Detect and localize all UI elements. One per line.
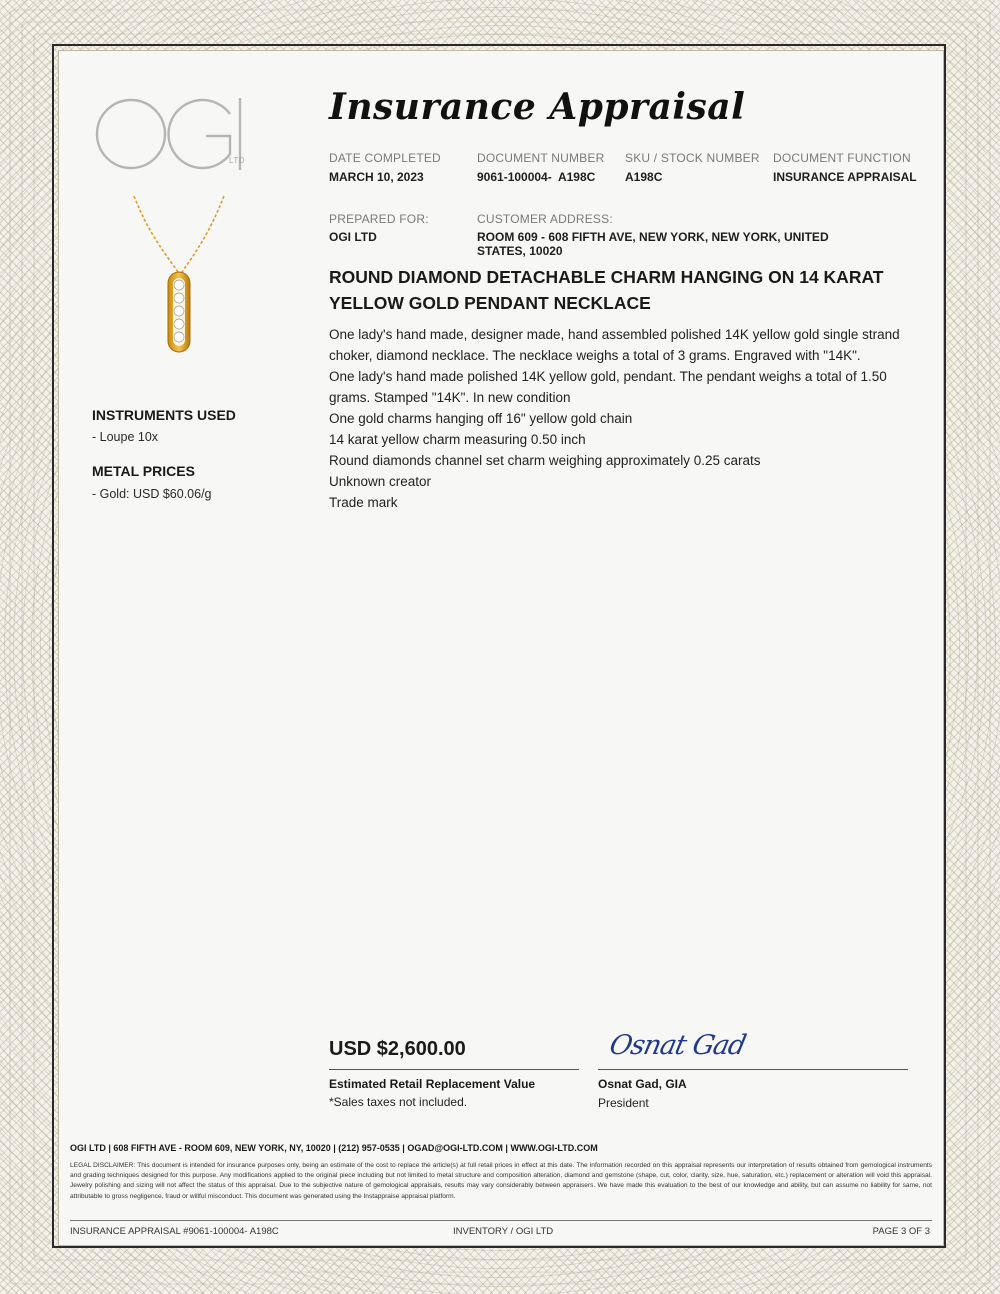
document-function-label: DOCUMENT FUNCTION (773, 151, 911, 165)
date-completed-value: MARCH 10, 2023 (329, 170, 424, 184)
footer-contact: OGI LTD | 608 FIFTH AVE - ROOM 609, NEW YORK, NY, 10020 | (212) 957-0535 | OGAD@OGI-LTD.COM | WWW.OGI-LTD.COM (70, 1143, 598, 1153)
document-number-value: 9061-100004- A198C (477, 170, 596, 184)
footer-page-number: PAGE 3 OF 3 (872, 1226, 930, 1237)
instruments-heading: INSTRUMENTS USED (92, 407, 236, 423)
description-line: Trade mark (329, 495, 398, 510)
footer-document-id: INSURANCE APPRAISAL #9061-100004- A198C (70, 1226, 279, 1237)
description-line: Unknown creator (329, 474, 432, 489)
document-number-label: DOCUMENT NUMBER (477, 151, 605, 165)
footer-inventory: INVENTORY / OGI LTD (453, 1226, 554, 1237)
signature-divider (598, 1069, 908, 1070)
item-heading-line2: YELLOW GOLD PENDANT NECKLACE (329, 293, 651, 313)
tax-note: *Sales taxes not included. (329, 1095, 468, 1109)
date-completed-label: DATE COMPLETED (329, 151, 441, 165)
description-line: Round diamonds channel set charm weighing approximately 0.25 carats (329, 453, 761, 468)
prepared-for-label: PREPARED FOR: (329, 212, 429, 226)
customer-address-line2: STATES, 10020 (477, 244, 563, 258)
value-label: Estimated Retail Replacement Value (329, 1077, 536, 1091)
customer-address-label: CUSTOMER ADDRESS: (477, 212, 613, 226)
item-description (329, 324, 909, 513)
replacement-value: USD $2,600.00 (329, 1038, 466, 1060)
pendant-photo (118, 192, 240, 358)
metal-prices-value: - Gold: USD $60.06/g (92, 487, 212, 501)
logo-sub: LTD (229, 156, 246, 165)
description-line: 14 karat yellow charm measuring 0.50 inch (329, 432, 586, 447)
legal-disclaimer: LEGAL DISCLAIMER: This document is intended for insurance purposes only, being an estimate of the cost to replace the article(s) at full retail prices in effect at this date. The information recorded on this appraisal represents our interpretation of results obtained from gemological instruments and grading techniques designed for this purpose. Any modifications applied to the original piece including but not limited to metal structure and composition alteration, diamond and gemstone (shape, cut, color, clarity, size, hue, saturation, etc.) replacement or alteration will void this appraisal. Jewelry polishing and sizing will not affect the status of this appraisal. Due to the subjective nature of gemological appraisals, results may vary considerably between appraisers. We have made this evaluation to the best of our knowledge and ability, but can assume no liability for same, not attributable to gross negligence, fraud or willful misconduct. This document was generated using the Instappraise appraisal platform. (70, 1162, 932, 1200)
description-line: One lady's hand made, designer made, hand assembled polished 14K yellow gold single strand choker, diamond necklace. The necklace weighs a total of 3 grams. Engraved with "14K". (329, 327, 900, 363)
sku-label: SKU / STOCK NUMBER (625, 151, 760, 165)
document-title: Insurance Appraisal (329, 86, 746, 128)
document-function-value: INSURANCE APPRAISAL (773, 170, 917, 184)
customer-address-line1: ROOM 609 - 608 FIFTH AVE, NEW YORK, NEW YORK, UNITED (477, 230, 829, 244)
signer-title: President (598, 1096, 649, 1110)
item-heading (329, 264, 899, 316)
metal-prices-heading: METAL PRICES (92, 463, 195, 479)
signer-name: Osnat Gad, GIA (598, 1077, 687, 1091)
description-line: One lady's hand made polished 14K yellow gold, pendant. The pendant weighs a total of 1.50 grams. Stamped "14K". In new condition (329, 369, 887, 405)
ogi-logo (94, 96, 246, 172)
value-divider (329, 1069, 579, 1070)
description-line: One gold charms hanging off 16" yellow gold chain (329, 411, 633, 426)
signature: Osnat Gad (606, 1030, 749, 1061)
prepared-for-value: OGI LTD (329, 230, 377, 244)
instruments-value: - Loupe 10x (92, 430, 159, 444)
item-heading-line1: ROUND DIAMOND DETACHABLE CHARM HANGING ON 14 KARAT (329, 267, 884, 287)
sku-value: A198C (625, 170, 663, 184)
footer-divider (70, 1220, 932, 1221)
